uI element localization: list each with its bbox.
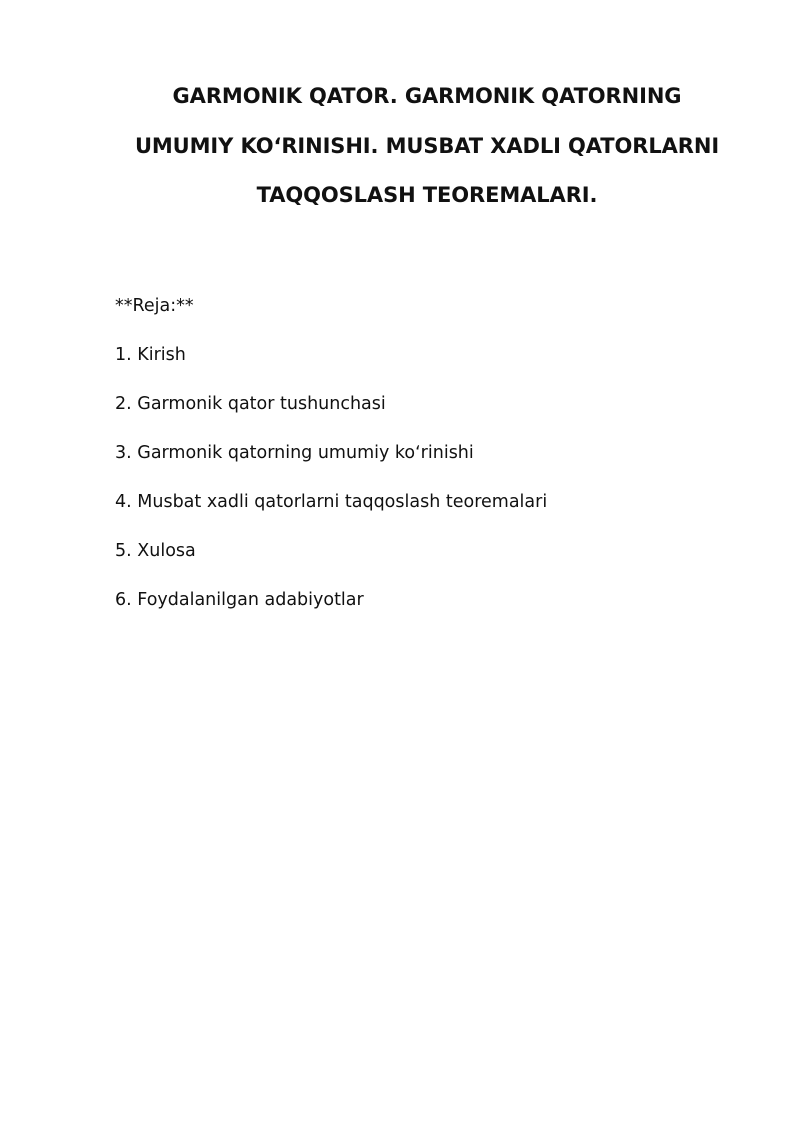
plan-item-general-form: 3. Garmonik qatorning umumiy koʻrinishi xyxy=(115,443,474,463)
plan-heading: **Reja:** xyxy=(115,296,194,316)
plan-item-references: 6. Foydalanilgan adabiyotlar xyxy=(115,590,364,610)
title-line-1: GARMONIK QATOR. GARMONIK QATORNING xyxy=(172,84,682,108)
plan-item-harmonic-series-concept: 2. Garmonik qator tushunchasi xyxy=(115,394,386,414)
title-line-2: UMUMIY KO‘RINISHI. MUSBAT XADLI QATORLARNI xyxy=(134,133,720,158)
document-title xyxy=(100,72,754,221)
plan-item-conclusion: 5. Xulosa xyxy=(115,541,196,561)
plan-section xyxy=(115,282,735,625)
plan-item-introduction: 1. Kirish xyxy=(115,345,186,365)
title-line-3: TAQQOSLASH TEOREMALARI. xyxy=(256,183,598,207)
plan-item-comparison-theorems: 4. Musbat xadli qatorlarni taqqoslash teoremalari xyxy=(115,492,548,512)
